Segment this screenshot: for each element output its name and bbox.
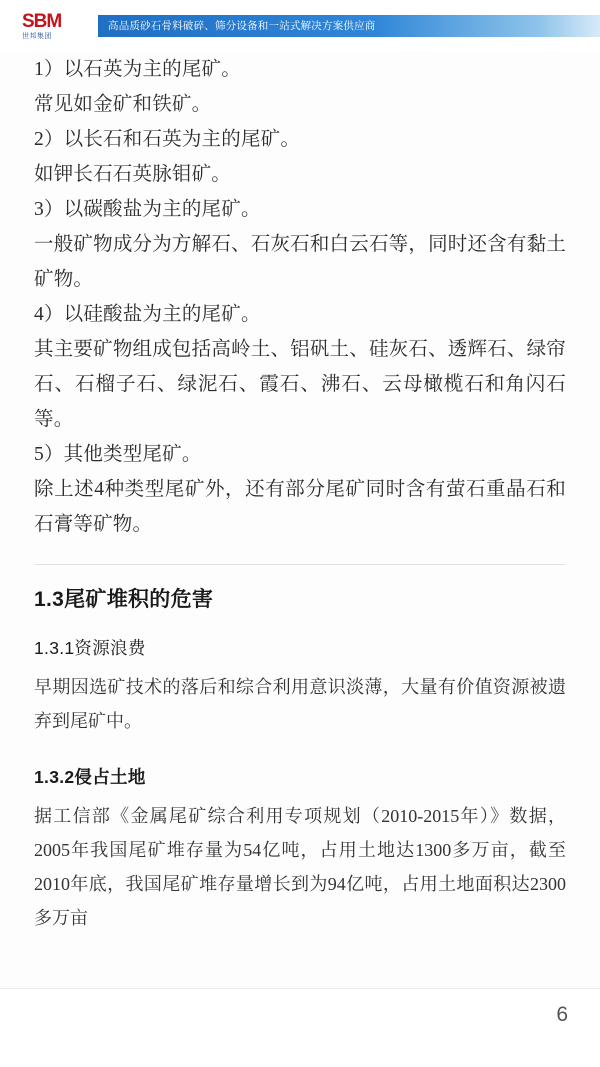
section-title: 1.3尾矿堆积的危害 [34, 588, 214, 611]
list-item: 3）以碳酸盐为主的尾矿。 [34, 199, 261, 220]
tailings-type-list [34, 52, 566, 542]
list-item: 5）其他类型尾矿。 [34, 444, 202, 465]
page-header [0, 0, 600, 52]
list-item: 一般矿物成分为方解石、石灰石和白云石等，同时还含有黏土矿物。 [34, 234, 566, 290]
list-item: 其主要矿物组成包括高岭土、铝矾土、硅灰石、透辉石、绿帘石、石榴子石、绿泥石、霞石、沸石、云母橄榄石和角闪石等。 [34, 339, 566, 430]
company-logo [22, 9, 84, 43]
header-banner: 高品质砂石骨料破碎、筛分设备和一站式解决方案供应商 [98, 15, 600, 37]
list-item: 除上述4种类型尾矿外，还有部分尾矿同时含有萤石重晶石和石膏等矿物。 [34, 479, 566, 535]
list-item: 如钾长石石英脉钼矿。 [34, 164, 232, 185]
section-divider [34, 564, 566, 565]
subsection-title-2: 1.3.2侵占土地 [34, 767, 146, 787]
logo-mark-text: SBM [22, 10, 62, 32]
subsection-title-1: 1.3.1资源浪费 [34, 638, 146, 658]
page-number: 6 [556, 1003, 568, 1026]
list-item: 常见如金矿和铁矿。 [34, 94, 212, 115]
subsection-paragraph-1: 早期因选矿技术的落后和综合利用意识淡薄，大量有价值资源被遗弃到尾矿中。 [34, 677, 566, 731]
page-footer [0, 988, 600, 1067]
logo-subtitle-text: 世邦集团 [22, 32, 52, 40]
list-item: 2）以长石和石英为主的尾矿。 [34, 129, 301, 150]
list-item: 1）以石英为主的尾矿。 [34, 59, 241, 80]
subsection-paragraph-2: 据工信部《金属尾矿综合利用专项规划（2010-2015年）》数据，2005年我国尾矿堆存量为54亿吨，占用土地达1300多万亩，截至2010年底，我国尾矿堆存量增长到为94亿吨，占用土地面积达2300多万亩 [34, 806, 566, 928]
document-content [0, 52, 600, 935]
list-item: 4）以硅酸盐为主的尾矿。 [34, 304, 261, 325]
